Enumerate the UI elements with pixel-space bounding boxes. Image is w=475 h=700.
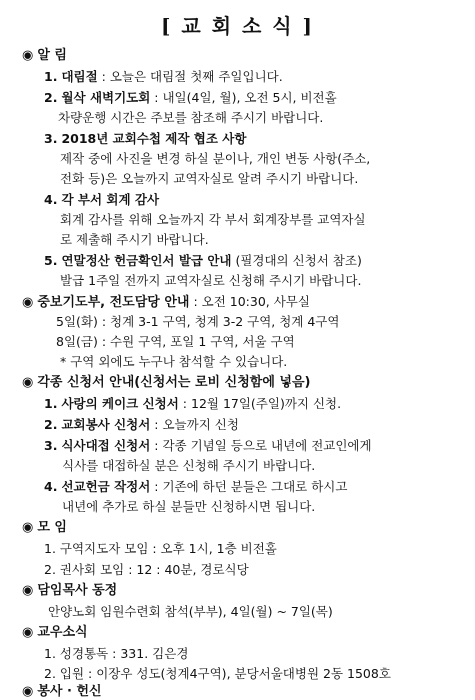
section-bullet-icon: ◉ xyxy=(22,625,34,640)
notice-item-3 xyxy=(44,129,475,149)
item-number: 3. xyxy=(44,131,58,146)
application-item-3 xyxy=(44,436,475,456)
section-title: 봉사 · 헌신 xyxy=(37,684,102,699)
item-number: 2. xyxy=(44,417,58,432)
section-pastor-heading xyxy=(22,581,475,601)
item-number: 1. xyxy=(44,69,58,84)
section-title: 알 림 xyxy=(37,48,67,63)
section-bullet-icon: ◉ xyxy=(22,520,34,535)
item-number: 1. xyxy=(44,396,58,411)
item-text: : 오늘까지 신청 xyxy=(150,417,239,432)
section-title-detail: : 오전 10:30, 사무실 xyxy=(189,294,310,309)
notice-item-5-detail: 발급 1주일 전까지 교역자실로 신청해 주시기 바랍니다. xyxy=(60,273,362,288)
intercession-line-3: * 구역 외에도 누구나 참석할 수 있습니다. xyxy=(60,354,288,369)
application-item-1 xyxy=(44,394,475,414)
section-members-heading xyxy=(22,623,475,643)
section-bullet-icon: ◉ xyxy=(22,295,34,310)
section-bullet-icon: ◉ xyxy=(22,375,34,390)
item-text: : 오늘은 대림절 첫째 주일입니다. xyxy=(97,69,283,84)
item-title: 선교헌금 작정서 xyxy=(61,479,151,494)
item-number: 4. xyxy=(44,192,58,207)
section-service-heading xyxy=(22,684,475,700)
item-title: 2018년 교회수첩 제작 협조 사항 xyxy=(61,131,247,146)
item-text: : 12월 17일(주일)까지 신청. xyxy=(178,396,342,411)
pastor-line-1: 안양노회 임원수련회 참석(부부), 4일(월) ~ 7일(목) xyxy=(48,604,333,619)
page-title: [ 교 회 소 식 ] xyxy=(160,14,315,38)
item-text: : 기존에 하던 분들은 그대로 하시고 xyxy=(150,479,348,494)
section-meetings-heading xyxy=(22,518,475,538)
item-number: 4. xyxy=(44,479,58,494)
notice-item-2 xyxy=(44,88,475,108)
section-bullet-icon: ◉ xyxy=(22,48,34,63)
item-title: 대림절 xyxy=(61,69,98,84)
notice-item-4 xyxy=(44,190,475,210)
item-title: 각 부서 회계 감사 xyxy=(61,192,160,207)
notice-item-1 xyxy=(44,67,475,87)
section-applications-heading xyxy=(22,373,475,393)
section-title: 모 임 xyxy=(37,520,67,535)
meeting-line-1: 1. 구역지도자 모임 : 오후 1시, 1층 비전홀 xyxy=(44,541,277,556)
intercession-line-2: 8일(금) : 수원 구역, 포일 1 구역, 서울 구역 xyxy=(56,334,295,349)
notice-item-3-detail-1: 제작 중에 사진을 변경 하실 분이나, 개인 변동 사항(주소, xyxy=(60,151,371,166)
intercession-line-1: 5일(화) : 청계 3-1 구역, 청계 3-2 구역, 청계 4구역 xyxy=(56,314,340,329)
notice-item-4-detail-1: 회계 감사를 위해 오늘까지 각 부서 회계장부를 교역자실 xyxy=(60,212,366,227)
application-item-2 xyxy=(44,415,475,435)
notice-item-3-detail-2: 전화 등)은 오늘까지 교역자실로 알려 주시기 바랍니다. xyxy=(60,171,359,186)
item-title: 사랑의 케이크 신청서 xyxy=(61,396,179,411)
section-bullet-icon: ◉ xyxy=(22,583,34,598)
section-title: 담임목사 동정 xyxy=(37,583,118,598)
section-bullet-icon: ◉ xyxy=(22,684,34,699)
item-text: : 내일(4일, 월), 오전 5시, 비전홀 xyxy=(150,90,337,105)
meeting-line-2: 2. 권사회 모임 : 12 : 40분, 경로식당 xyxy=(44,562,249,577)
notice-item-5 xyxy=(44,251,475,271)
item-title: 연말정산 헌금확인서 발급 안내 xyxy=(61,253,232,268)
item-number: 3. xyxy=(44,438,58,453)
section-intercession-heading xyxy=(22,292,475,312)
item-title: 식사대접 신청서 xyxy=(61,438,151,453)
item-title: 교회봉사 신청서 xyxy=(61,417,151,432)
section-title: 교우소식 xyxy=(37,625,88,640)
item-number: 5. xyxy=(44,253,58,268)
section-title: 각종 신청서 안내(신청서는 로비 신청함에 넣음) xyxy=(37,375,311,390)
application-item-3-detail: 식사를 대접하실 분은 신청해 주시기 바랍니다. xyxy=(62,458,316,473)
section-notices-heading xyxy=(22,46,475,66)
item-title: 월삭 새벽기도회 xyxy=(61,90,151,105)
application-item-4-detail: 내년에 추가로 하실 분들만 신청하시면 됩니다. xyxy=(62,499,316,514)
item-text: : 각종 기념일 등으로 내년에 전교인에게 xyxy=(150,438,372,453)
application-item-4 xyxy=(44,477,475,497)
notice-item-2-detail: 차량운행 시간은 주보를 참조해 주시기 바랍니다. xyxy=(58,110,324,125)
item-number: 2. xyxy=(44,90,58,105)
section-title: 중보기도부, 전도담당 안내 xyxy=(37,295,190,310)
notice-item-4-detail-2: 로 제출해 주시기 바랍니다. xyxy=(60,232,209,247)
item-text: (필경대의 신청서 참조) xyxy=(231,253,362,268)
members-line-2: 2. 입원 : 이장우 성도(청계4구역), 분당서울대병원 2동 1508호 xyxy=(44,666,391,681)
members-line-1: 1. 성경통독 : 331. 김은경 xyxy=(44,646,189,661)
